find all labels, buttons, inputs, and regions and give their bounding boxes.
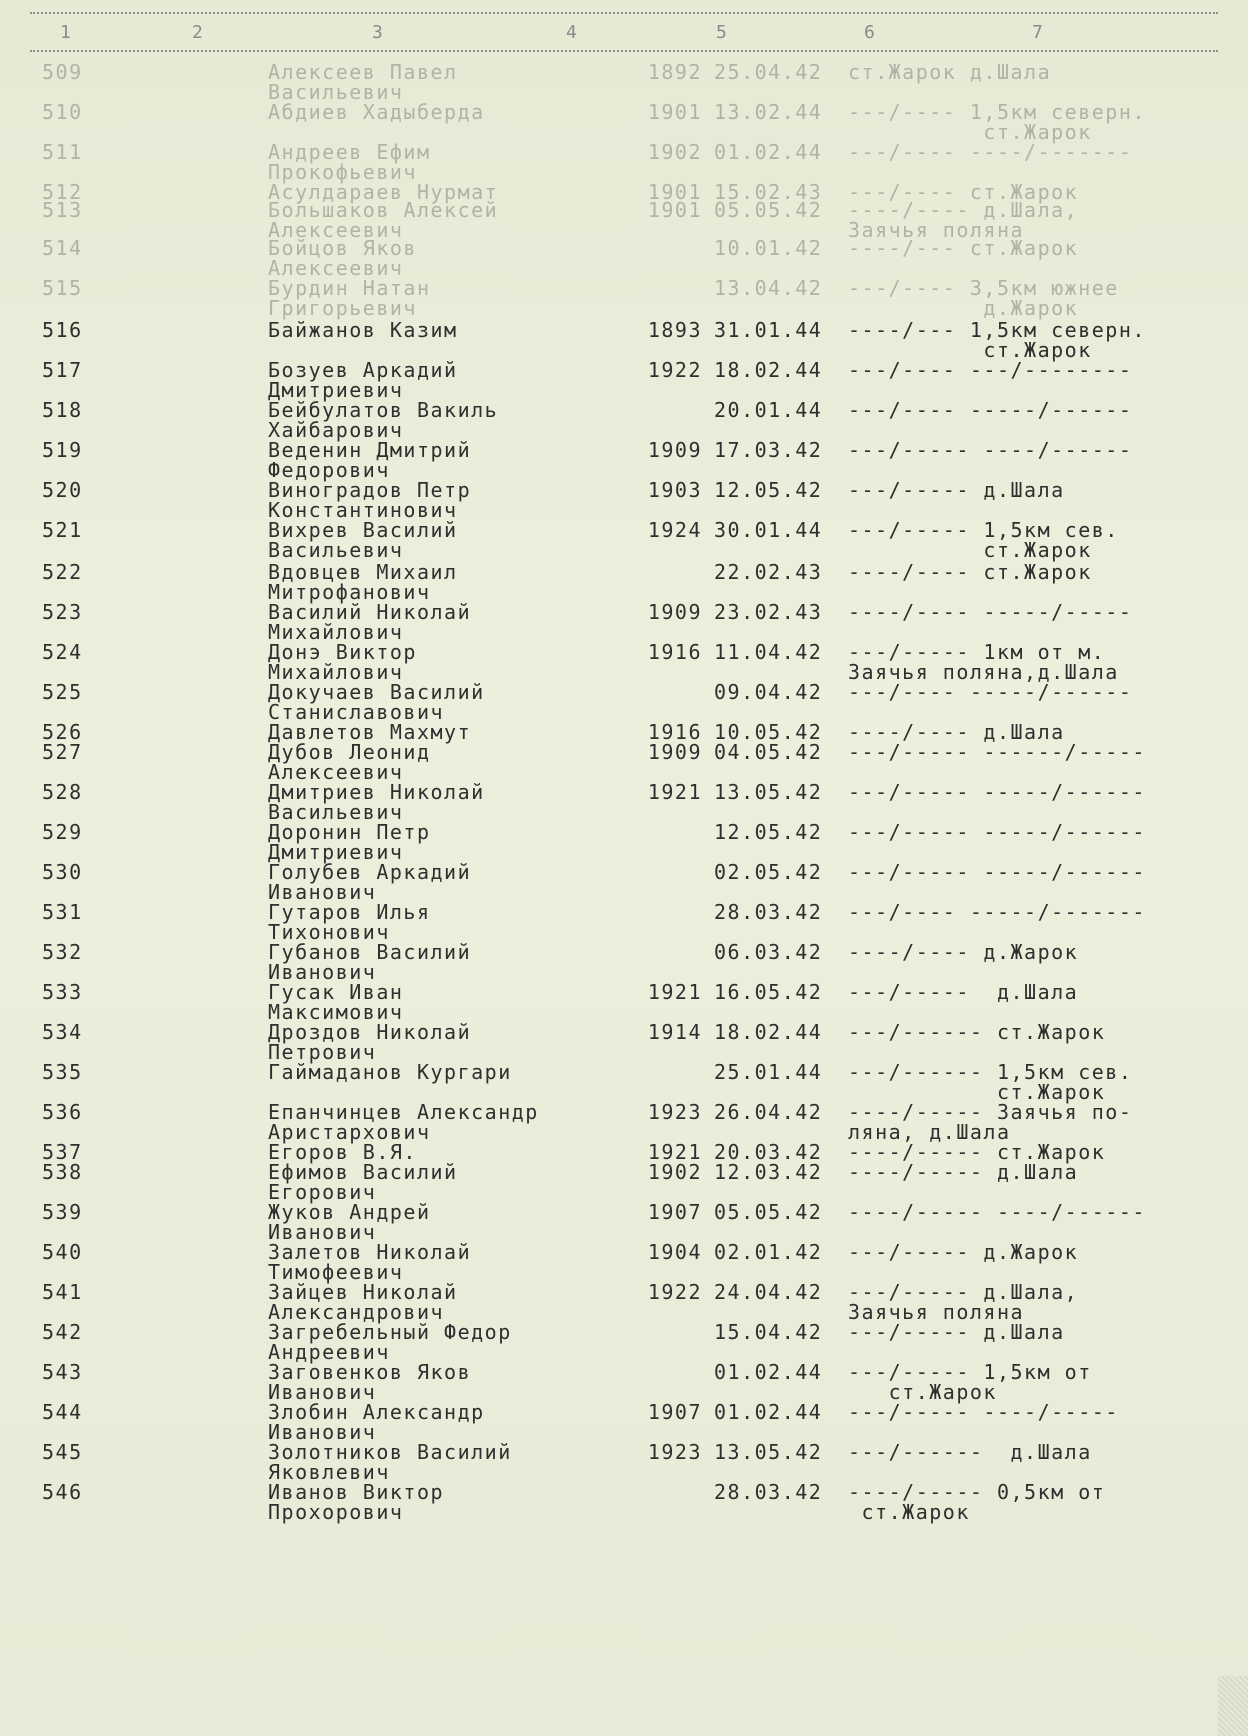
- surname-name: Бозуев Аркадий: [268, 358, 458, 382]
- death-date: 10.01.42: [714, 236, 823, 260]
- birth-year: 1907: [647, 1400, 702, 1424]
- surname-name: Давлетов Махмут: [268, 720, 472, 744]
- table-row: [0, 238, 1248, 280]
- patronymic: Васильевич: [268, 800, 404, 824]
- column-header-2: 2: [192, 22, 203, 43]
- table-row: [0, 1442, 1248, 1484]
- death-date: 26.04.42: [714, 1100, 823, 1124]
- table-row: [0, 1202, 1248, 1244]
- surname-name: Губанов Василий: [268, 940, 472, 964]
- death-date: 12.05.42: [714, 478, 823, 502]
- birth-year: 1914: [647, 1020, 702, 1044]
- birth-year: 1901: [647, 100, 702, 124]
- surname-name: Андреев Ефим: [268, 140, 431, 164]
- birth-year: 1923: [647, 1100, 702, 1124]
- column-header-6: 6: [864, 22, 875, 43]
- row-number: 527: [42, 740, 83, 764]
- patronymic: Алексеевич: [268, 218, 404, 242]
- column-header-3: 3: [372, 22, 383, 43]
- surname-name: Зайцев Николай: [268, 1280, 458, 1304]
- surname-name: Залетов Николай: [268, 1240, 472, 1264]
- table-row: [0, 278, 1248, 320]
- surname-name: Заговенков Яков: [268, 1360, 472, 1384]
- death-date: 25.04.42: [714, 60, 823, 84]
- death-date: 31.01.44: [714, 318, 823, 342]
- row-number: 546: [42, 1480, 83, 1504]
- patronymic: Аристархович: [268, 1120, 431, 1144]
- death-date: 25.01.44: [714, 1060, 823, 1084]
- table-row: [0, 602, 1248, 644]
- burial-place-line1: ---/---- -----/------: [848, 680, 1133, 704]
- patronymic: Михайлович: [268, 620, 404, 644]
- row-number: 521: [42, 518, 83, 542]
- row-number: 534: [42, 1020, 83, 1044]
- patronymic: Тимофеевич: [268, 1260, 404, 1284]
- burial-place-line2: Заячья поляна: [848, 218, 1025, 242]
- death-date: 23.02.43: [714, 600, 823, 624]
- table-row: [0, 400, 1248, 442]
- row-number: 528: [42, 780, 83, 804]
- column-header-7: 7: [1032, 22, 1043, 43]
- patronymic: Максимович: [268, 1000, 404, 1024]
- table-row: [0, 102, 1248, 144]
- burial-place-line1: ----/--- 1,5км северн.: [848, 318, 1146, 342]
- table-row: [0, 782, 1248, 824]
- birth-year: 1922: [647, 358, 702, 382]
- death-date: 13.02.44: [714, 100, 823, 124]
- burial-place-line1: ---/----- -----/------: [848, 860, 1146, 884]
- burial-place-line1: ----/----- Заячья по-: [848, 1100, 1133, 1124]
- table-row: [0, 942, 1248, 984]
- death-date: 30.01.44: [714, 518, 823, 542]
- burial-place-line2: ляна, д.Шала: [848, 1120, 1011, 1144]
- surname-name: Золотников Василий: [268, 1440, 512, 1464]
- burial-place-line1: ---/---- 3,5км южнее: [848, 276, 1119, 300]
- birth-year: 1921: [647, 780, 702, 804]
- patronymic: Иванович: [268, 960, 377, 984]
- table-row: [0, 1362, 1248, 1404]
- row-number: 540: [42, 1240, 83, 1264]
- patronymic: Прохорович: [268, 1500, 404, 1524]
- row-number: 541: [42, 1280, 83, 1304]
- patronymic: Митрофанович: [268, 580, 431, 604]
- death-date: 09.04.42: [714, 680, 823, 704]
- surname-name: Большаков Алексей: [268, 198, 499, 222]
- surname-name: Гусак Иван: [268, 980, 404, 1004]
- table-row: [0, 562, 1248, 604]
- burial-place-line2: ст.Жарок: [848, 1080, 1106, 1104]
- row-number: 530: [42, 860, 83, 884]
- surname-name: Дроздов Николай: [268, 1020, 472, 1044]
- surname-name: Абдиев Хадыберда: [268, 100, 485, 124]
- row-number: 509: [42, 60, 83, 84]
- patronymic: Иванович: [268, 880, 377, 904]
- burial-place-line1: ---/---- ст.Жарок: [848, 180, 1079, 204]
- row-number: 531: [42, 900, 83, 924]
- birth-year: 1907: [647, 1200, 702, 1224]
- table-row: [0, 642, 1248, 684]
- burial-place-line1: ---/---- ----/-------: [848, 140, 1133, 164]
- burial-place-line2: д.Жарок: [848, 296, 1079, 320]
- scan-edge-texture: [1218, 1676, 1248, 1736]
- surname-name: Злобин Александр: [268, 1400, 485, 1424]
- row-number: 542: [42, 1320, 83, 1344]
- patronymic: Дмитриевич: [268, 378, 404, 402]
- table-row: [0, 982, 1248, 1024]
- surname-name: Веденин Дмитрий: [268, 438, 472, 462]
- patronymic: Дмитриевич: [268, 840, 404, 864]
- death-date: 22.02.43: [714, 560, 823, 584]
- row-number: 519: [42, 438, 83, 462]
- death-date: 28.03.42: [714, 900, 823, 924]
- row-number: 514: [42, 236, 83, 260]
- death-date: 15.02.43: [714, 180, 823, 204]
- surname-name: Егоров В.Я.: [268, 1140, 417, 1164]
- surname-name: Байжанов Казим: [268, 318, 458, 342]
- birth-year: 1916: [647, 720, 702, 744]
- patronymic: Федорович: [268, 458, 390, 482]
- row-number: 545: [42, 1440, 83, 1464]
- burial-place-line2: ст.Жарок: [848, 338, 1092, 362]
- patronymic: Тихонович: [268, 920, 390, 944]
- surname-name: Бейбулатов Вакиль: [268, 398, 499, 422]
- surname-name: Голубев Аркадий: [268, 860, 472, 884]
- death-date: 05.05.42: [714, 198, 823, 222]
- patronymic: Прокофьевич: [268, 160, 417, 184]
- birth-year: 1909: [647, 740, 702, 764]
- table-row: [0, 320, 1248, 362]
- table-row: [0, 1322, 1248, 1364]
- table-row: [0, 1282, 1248, 1324]
- burial-place-line1: ----/----- ст.Жарок: [848, 1140, 1106, 1164]
- birth-year: 1921: [647, 980, 702, 1004]
- patronymic: Иванович: [268, 1380, 377, 1404]
- row-number: 517: [42, 358, 83, 382]
- burial-place-line1: ---/---- -----/-------: [848, 900, 1146, 924]
- burial-place-line1: ---/---- -----/------: [848, 398, 1133, 422]
- row-number: 525: [42, 680, 83, 704]
- surname-name: Загребельный Федор: [268, 1320, 512, 1344]
- death-date: 13.05.42: [714, 1440, 823, 1464]
- row-number: 538: [42, 1160, 83, 1184]
- table-row: [0, 822, 1248, 864]
- header-dotted-rule: [30, 50, 1218, 52]
- burial-place-line2: ст.Жарок: [848, 1380, 997, 1404]
- burial-place-line1: ст.Жарок д.Шала: [848, 60, 1052, 84]
- row-number: 522: [42, 560, 83, 584]
- death-date: 05.05.42: [714, 1200, 823, 1224]
- burial-place-line1: ----/----- 0,5км от: [848, 1480, 1106, 1504]
- burial-place-line1: ----/--- ст.Жарок: [848, 236, 1079, 260]
- row-number: 543: [42, 1360, 83, 1384]
- surname-name: Докучаев Василий: [268, 680, 485, 704]
- table-row: [0, 1482, 1248, 1524]
- death-date: 02.05.42: [714, 860, 823, 884]
- death-date: 13.05.42: [714, 780, 823, 804]
- death-date: 12.03.42: [714, 1160, 823, 1184]
- death-date: 28.03.42: [714, 1480, 823, 1504]
- burial-place-line1: ---/------ 1,5км сев.: [848, 1060, 1133, 1084]
- burial-place-line1: ---/----- ----/-----: [848, 1400, 1119, 1424]
- table-row: [0, 1402, 1248, 1444]
- burial-place-line1: ---/---- ---/--------: [848, 358, 1133, 382]
- surname-name: Епанчинцев Александр: [268, 1100, 539, 1124]
- row-number: 537: [42, 1140, 83, 1164]
- table-row: [0, 1062, 1248, 1104]
- row-number: 512: [42, 180, 83, 204]
- burial-place-line1: ---/----- д.Шала,: [848, 1280, 1079, 1304]
- patronymic: Васильевич: [268, 80, 404, 104]
- surname-name: Алексеев Павел: [268, 60, 458, 84]
- birth-year: 1924: [647, 518, 702, 542]
- birth-year: 1909: [647, 438, 702, 462]
- column-header-row: [0, 18, 1248, 48]
- patronymic: Егорович: [268, 1180, 377, 1204]
- death-date: 01.02.44: [714, 140, 823, 164]
- surname-name: Вихрев Василий: [268, 518, 458, 542]
- row-number: 511: [42, 140, 83, 164]
- patronymic: Алексеевич: [268, 760, 404, 784]
- row-number: 536: [42, 1100, 83, 1124]
- birth-year: 1901: [647, 180, 702, 204]
- birth-year: 1902: [647, 140, 702, 164]
- row-number: 529: [42, 820, 83, 844]
- burial-place-line1: ---/----- д.Жарок: [848, 1240, 1079, 1264]
- death-date: 01.02.44: [714, 1360, 823, 1384]
- death-date: 06.03.42: [714, 940, 823, 964]
- burial-place-line1: ---/----- -----/------: [848, 820, 1146, 844]
- patronymic: Константинович: [268, 498, 458, 522]
- surname-name: Жуков Андрей: [268, 1200, 431, 1224]
- burial-place-line1: ---/----- -----/------: [848, 780, 1146, 804]
- row-number: 515: [42, 276, 83, 300]
- surname-name: Виноградов Петр: [268, 478, 472, 502]
- birth-year: 1904: [647, 1240, 702, 1264]
- death-date: 20.01.44: [714, 398, 823, 422]
- surname-name: Дубов Леонид: [268, 740, 431, 764]
- burial-place-line2: ст.Жарок: [848, 538, 1092, 562]
- row-number: 526: [42, 720, 83, 744]
- burial-place-line1: ---/----- д.Шала: [848, 478, 1065, 502]
- birth-year: 1892: [647, 60, 702, 84]
- death-date: 02.01.42: [714, 1240, 823, 1264]
- burial-place-line1: ----/---- д.Жарок: [848, 940, 1079, 964]
- column-header-4: 4: [566, 22, 577, 43]
- burial-place-line1: ----/---- д.Шала: [848, 720, 1065, 744]
- table-row: [0, 480, 1248, 522]
- row-number: 518: [42, 398, 83, 422]
- surname-name: Ефимов Василий: [268, 1160, 458, 1184]
- patronymic: Васильевич: [268, 538, 404, 562]
- patronymic: Григорьевич: [268, 296, 417, 320]
- burial-place-line2: Заячья поляна,д.Шала: [848, 660, 1119, 684]
- birth-year: 1901: [647, 198, 702, 222]
- death-date: 13.04.42: [714, 276, 823, 300]
- surname-name: Вдовцев Михаил: [268, 560, 458, 584]
- death-date: 18.02.44: [714, 358, 823, 382]
- burial-place-line1: ----/----- д.Шала: [848, 1160, 1079, 1184]
- table-row: [0, 1242, 1248, 1284]
- birth-year: 1916: [647, 640, 702, 664]
- burial-place-line1: ---/------ ст.Жарок: [848, 1020, 1106, 1044]
- row-number: 516: [42, 318, 83, 342]
- death-date: 15.04.42: [714, 1320, 823, 1344]
- birth-year: 1909: [647, 600, 702, 624]
- surname-name: Иванов Виктор: [268, 1480, 445, 1504]
- surname-name: Гаймаданов Кургари: [268, 1060, 512, 1084]
- birth-year: 1923: [647, 1440, 702, 1464]
- birth-year: 1902: [647, 1160, 702, 1184]
- column-header-1: 1: [60, 22, 71, 43]
- birth-year: 1921: [647, 1140, 702, 1164]
- row-number: 532: [42, 940, 83, 964]
- table-row: [0, 142, 1248, 184]
- burial-place-line1: ---/----- 1,5км сев.: [848, 518, 1119, 542]
- burial-place-line1: ---/----- 1км от м.: [848, 640, 1106, 664]
- row-number: 523: [42, 600, 83, 624]
- burial-place-line2: Заячья поляна: [848, 1300, 1025, 1324]
- death-date: 24.04.42: [714, 1280, 823, 1304]
- burial-place-line1: ----/---- ст.Жарок: [848, 560, 1092, 584]
- birth-year: 1893: [647, 318, 702, 342]
- patronymic: Иванович: [268, 1420, 377, 1444]
- surname-name: Бурдин Натан: [268, 276, 431, 300]
- death-date: 04.05.42: [714, 740, 823, 764]
- surname-name: Доронин Петр: [268, 820, 431, 844]
- table-row: [0, 742, 1248, 784]
- burial-place-line2: ст.Жарок: [848, 120, 1092, 144]
- burial-place-line1: ---/----- ------/-----: [848, 740, 1146, 764]
- patronymic: Александрович: [268, 1300, 445, 1324]
- table-row: [0, 440, 1248, 482]
- death-date: 18.02.44: [714, 1020, 823, 1044]
- surname-name: Дмитриев Николай: [268, 780, 485, 804]
- burial-place-line1: ---/----- ----/------: [848, 438, 1133, 462]
- burial-place-line1: ---/----- 1,5км от: [848, 1360, 1092, 1384]
- patronymic: Иванович: [268, 1220, 377, 1244]
- row-number: 520: [42, 478, 83, 502]
- patronymic: Станиславович: [268, 700, 445, 724]
- row-number: 539: [42, 1200, 83, 1224]
- table-row: [0, 1102, 1248, 1144]
- surname-name: Бойцов Яков: [268, 236, 417, 260]
- patronymic: Андреевич: [268, 1340, 390, 1364]
- burial-place-line1: ---/---- 1,5км северн.: [848, 100, 1146, 124]
- surname-name: Донэ Виктор: [268, 640, 417, 664]
- row-number: 535: [42, 1060, 83, 1084]
- table-row: [0, 360, 1248, 402]
- table-row: [0, 1022, 1248, 1064]
- birth-year: 1922: [647, 1280, 702, 1304]
- burial-place-line1: ----/---- -----/-----: [848, 600, 1133, 624]
- table-row: [0, 1162, 1248, 1204]
- death-date: 11.04.42: [714, 640, 823, 664]
- column-header-5: 5: [716, 22, 727, 43]
- table-row: [0, 682, 1248, 724]
- patronymic: Хайбарович: [268, 418, 404, 442]
- table-row: [0, 520, 1248, 562]
- death-date: 10.05.42: [714, 720, 823, 744]
- row-number: 544: [42, 1400, 83, 1424]
- burial-place-line1: ---/----- д.Шала: [848, 980, 1079, 1004]
- death-date: 01.02.44: [714, 1400, 823, 1424]
- patronymic: Яковлевич: [268, 1460, 390, 1484]
- table-row: [0, 862, 1248, 904]
- surname-name: Асулдараев Нурмат: [268, 180, 499, 204]
- burial-place-line1: ---/------ д.Шала: [848, 1440, 1092, 1464]
- row-number: 524: [42, 640, 83, 664]
- row-number: 510: [42, 100, 83, 124]
- death-date: 17.03.42: [714, 438, 823, 462]
- death-date: 16.05.42: [714, 980, 823, 1004]
- burial-place-line1: ----/----- ----/------: [848, 1200, 1146, 1224]
- table-row: [0, 62, 1248, 104]
- burial-place-line1: ---/----- д.Шала: [848, 1320, 1065, 1344]
- patronymic: Петрович: [268, 1040, 377, 1064]
- death-date: 20.03.42: [714, 1140, 823, 1164]
- row-number: 513: [42, 198, 83, 222]
- burial-place-line2: ст.Жарок: [848, 1500, 970, 1524]
- table-row: [0, 902, 1248, 944]
- burial-place-line1: ----/---- д.Шала,: [848, 198, 1079, 222]
- row-number: 533: [42, 980, 83, 1004]
- surname-name: Василий Николай: [268, 600, 472, 624]
- birth-year: 1903: [647, 478, 702, 502]
- patronymic: Михайлович: [268, 660, 404, 684]
- death-date: 12.05.42: [714, 820, 823, 844]
- surname-name: Гутаров Илья: [268, 900, 431, 924]
- top-dotted-rule: [30, 12, 1218, 14]
- patronymic: Алексеевич: [268, 256, 404, 280]
